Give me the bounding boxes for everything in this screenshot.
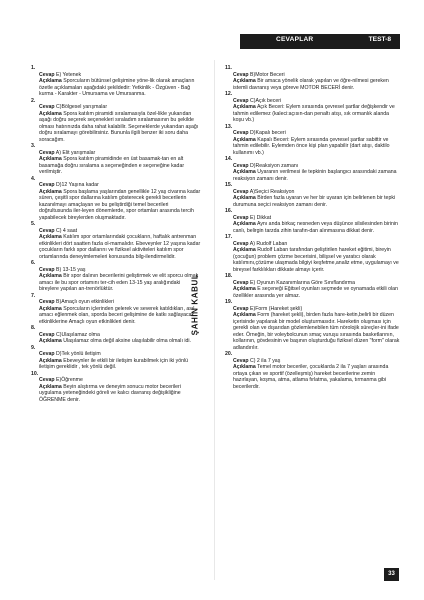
- answer-text: Cevap E) Dikkat: [233, 214, 272, 221]
- question-number: 1.: [31, 65, 36, 71]
- explanation-prefix: Açıklama: [233, 104, 256, 110]
- answer-item: [31, 98, 201, 144]
- answer-prefix: Cevap: [233, 71, 249, 78]
- answer-item: [225, 124, 401, 157]
- answer-text: Cevap C) 4 saat: [39, 227, 78, 234]
- answer-text: Cevap C) 2 ila 7 yaş: [233, 357, 281, 364]
- answer-text: Cevap D)Tek yönlü iletişim: [39, 351, 101, 357]
- author-brand-text: ŞAHİN KABUL: [190, 273, 200, 336]
- question-number: 11.: [225, 65, 232, 71]
- answer-prefix: Cevap: [233, 162, 249, 169]
- explanation-prefix: Açıklama: [39, 188, 62, 195]
- explanation-prefix: Açıklama: [39, 357, 62, 364]
- question-number: 14.: [225, 156, 233, 162]
- answer-text: Cevap C)Ulaşılamaz olma: [39, 331, 100, 338]
- answer-item: [31, 293, 201, 326]
- explanation-prefix: Açıklama: [39, 234, 62, 240]
- answer-item: [31, 345, 201, 371]
- header-test-label: TEST-8: [368, 36, 391, 43]
- explanation-prefix: Açıklama: [39, 156, 62, 162]
- answer-prefix: Cevap: [233, 279, 249, 286]
- explanation-text: Açıklama Birden fazla uyaran ve her bir uyaran için belirlenen bir tepki durumuna seçici reaksiyon zamanı denir.: [233, 195, 396, 208]
- answer-item: [225, 182, 401, 208]
- explanation-text: Açıklama Beyin alıştırma ve deneyim sonucu motor becerileri uygulama yeteneğindeki göreli ve kalıcı davranış değişikliğine ÖĞRENME denir.: [39, 383, 181, 403]
- answer-item: [225, 156, 401, 182]
- question-number: 15.: [225, 182, 233, 188]
- answer-item: [31, 325, 201, 345]
- explanation-prefix: Açıklama: [39, 110, 62, 117]
- question-number: 18.: [225, 273, 233, 279]
- answer-item: [225, 351, 401, 390]
- answer-prefix: Cevap: [233, 214, 249, 221]
- question-number: 19.: [225, 299, 233, 305]
- answer-text: Cevap B) 13-15 yaş: [39, 266, 86, 273]
- answer-prefix: Cevap: [39, 266, 55, 273]
- answer-prefix: Cevap: [39, 299, 55, 305]
- explanation-text: Açıklama Spora başlama yaşlarından genellikle 12 yaş civarına kadar süren, çeşitli spor dallarına katılım gösterecek gerekli becerilerin kazanılmayı amaçlayan ve bu geliştirdiği temel becerileri doğrultusunda iler-leyen dönemlerde, spor ortamları arasında tercih yapabilecek bireylerden oluşmaktadır.: [39, 188, 201, 221]
- answer-prefix: Cevap: [233, 357, 249, 364]
- answer-item: [225, 65, 401, 91]
- answer-text: Cevap D)Reaksiyon zamanı: [233, 162, 299, 169]
- question-number: 3.: [31, 143, 36, 149]
- answer-text: Cevap B)Motor Beceri: [233, 71, 285, 78]
- question-number: 8.: [31, 325, 36, 331]
- question-number: 10.: [31, 370, 39, 377]
- explanation-prefix: Açıklama: [233, 247, 256, 253]
- answer-prefix: Cevap: [39, 351, 55, 357]
- question-number: 12.: [225, 91, 233, 97]
- answer-prefix: Cevap: [233, 97, 249, 104]
- explanation-text: Açıklama Ulaşılamaz olma değil aksine ulaşılabilir olma olmalı idi.: [39, 338, 191, 344]
- answer-text: Cevap E)Form (Hareket şekli): [233, 305, 303, 312]
- answer-item: [225, 91, 401, 124]
- answer-prefix: Cevap: [39, 104, 55, 110]
- header-title: CEVAPLAR: [276, 36, 314, 43]
- question-number: 6.: [31, 260, 36, 266]
- answer-prefix: Cevap: [39, 182, 55, 188]
- explanation-text: Açıklama Ebeveynler ile etkili bir iletişim kurabilmek için iki yönlü iletişim gereklidir , tek yönlü değil.: [39, 357, 189, 370]
- answer-text: Cevap D)Kapalı beceri: [233, 130, 286, 136]
- explanation-prefix: Açıklama: [39, 383, 62, 390]
- question-number: 7.: [31, 292, 36, 299]
- answer-text: Cevap A) Elit yarışmalar: [39, 149, 96, 156]
- answer-text: Cevap C)Açık beceri: [233, 97, 282, 104]
- answer-prefix: Cevap: [39, 71, 55, 78]
- answer-prefix: Cevap: [233, 305, 249, 312]
- explanation-prefix: Açıklama: [233, 136, 256, 143]
- answer-text: Cevap A) Rudolf Laban: [233, 240, 288, 247]
- question-number: 16.: [225, 208, 233, 214]
- question-number: 20.: [225, 351, 233, 357]
- explanation-prefix: Açıklama: [233, 364, 256, 370]
- answer-prefix: Cevap: [39, 227, 55, 234]
- answer-prefix: Cevap: [233, 188, 249, 195]
- explanation-prefix: Açıklama: [233, 286, 256, 292]
- explanation-text: Açıklama Rudolf Laban tarafından geliştirilen hareket eğitimi, bireyin (çocuğun) problem çözme becerisini, bilişsel ve yaratıcı olarak katılımını,çözüme ulaşmada bilgiyi keşfetme,analiz etme, uygulamayı ve bireysel farklılıkları dikkate almayı içerir.: [233, 247, 399, 273]
- author-brand: [190, 260, 220, 360]
- explanation-prefix: Açıklama: [233, 78, 256, 84]
- explanation-prefix: Açıklama: [39, 305, 62, 312]
- answer-item: [31, 221, 201, 260]
- answer-item: [225, 299, 401, 351]
- explanation-prefix: Açıklama: [233, 312, 256, 318]
- answer-item: [225, 273, 401, 299]
- answer-prefix: Cevap: [39, 149, 55, 156]
- explanation-text: Açıklama E seçeneği Eğitsel oyunları seçmede ve oynamada etkili olan özellikler arasında yer almaz.: [233, 286, 398, 299]
- answer-text: Cevap E) Yetenek: [39, 71, 82, 78]
- answer-text: Cevap A)Seçici Reaksiyon: [233, 188, 295, 195]
- answer-item: [225, 234, 401, 273]
- answer-text: Cevap B)Amaçlı oyun etkinlikleri: [39, 299, 114, 305]
- right-column: [225, 65, 401, 390]
- left-column: [31, 65, 201, 403]
- question-number: 5.: [31, 221, 36, 227]
- answer-prefix: Cevap: [233, 130, 249, 136]
- answer-item: [31, 176, 201, 222]
- answer-key-header: [240, 34, 400, 49]
- explanation-text: Açıklama Form (hareket şekli), birden fazla hare-ketin,belirli bir düzen içerisinde yapılarak bir model oluşturmasıdır. Hareketin oluşması için gerekli olan ve dışarıdan gözlemlenebilen tüm nörolojik süreçler-ini ifade eder. Örneğin, bir voleybolcunun smaç vuruşu sırasında basketlarının, kollarının, gövdesinin ve başının oluşturduğu fiziksel düzen "form" olarak adlandırılır.: [233, 312, 400, 351]
- explanation-text: Açıklama Bir amaca yönelik olarak yapılan ve öğre-nilmesi gereken istemli davranış veya göreve MOTOR BECERİ denir.: [233, 78, 389, 91]
- page-number: 33: [384, 568, 399, 581]
- explanation-text: Açıklama Sporcuların bütünsel gelişimine yöne-lik olarak amaçların özetle açıklamaları aşağıdaki şekildedir: Yetkinlik - Özgüven - Bağ kurma - Karakter - Umursama ve Umursanma.: [39, 78, 195, 97]
- answer-item: [31, 260, 201, 293]
- answer-item: [31, 371, 201, 404]
- explanation-text: Açıklama Sporcuların içlerinden gelerek ve severek katıldıkları, asıl amacı eğlenmek olan, sporda beceri gelişimine de katkı sağlayacak etkinliklerine Amaçlı oyun etkinlikleri denir.: [39, 305, 195, 325]
- explanation-text: Açıklama Temel motor beceriler, çocuklarda 2 ila 7 yaşları arasında ortaya çıkan ve sportif (özelleşmiş) hareket becerilerine zemin hazırlayan, koşma, atma, atlama fırlatma, yakalama, tırmanma gibi becerilerdir.: [233, 364, 389, 390]
- explanation-prefix: Açıklama: [233, 169, 256, 175]
- question-number: 17.: [225, 234, 233, 240]
- question-number: 13.: [225, 123, 233, 130]
- explanation-text: Açıklama Açık Beceri: Eylem sırasında çevresel şartlar değişkendir ve tahmin edilemez (kaleci:açısın-dan penaltı atışı, sık ormanlık alanda koşu vb.): [233, 104, 395, 123]
- explanation-prefix: Açıklama: [233, 195, 256, 201]
- question-number: 2.: [31, 97, 36, 104]
- answer-item: [31, 65, 201, 98]
- explanation-text: Açıklama Katılım spor ortamlarındaki çocukların, haftalık antrenman etkinlikleri dört saatten fazla ol-mamalıdır. Ebeveynler 12 yaşına kadar çocukların farklı spor dallarını ve fiziksel aktiviteleri katılım spor ortamlarında deneyimlemeleri konusunda bilg-ilendirmelidir.: [39, 234, 201, 260]
- explanation-text: Açıklama Kapalı Beceri: Eylem sırasında çevresel şartlar sabittir ve tahmin edilebilir. Eylemden önce kişi plan yapabilir (dart atışı, daktilo kullanımı vb.): [233, 136, 390, 156]
- explanation-prefix: Açıklama: [39, 338, 62, 344]
- explanation-text: Açıklama Spora katılım piramidi sıralamasıyla özel-likle yukarıdan aşağı doğru seçerek seçenekleri sıraladım sıralamasının bu şekilde olması hatırınızda daha rahat kalabilir. Seçeneklerde yukarıdan aşağı doğru sıralamayı görebilirsiniz. Bununla ilgili benzer iki soru daha soracağım.: [39, 110, 199, 143]
- answer-item: [225, 208, 401, 234]
- answer-text: Cevap D)12 Yaşına kadar: [39, 182, 99, 188]
- answer-text: Cevap C)Bölgesel yarışmalar: [39, 104, 108, 110]
- answer-text: Cevap E) Oyunun Kazanımlarına Göre Sınıflandırma: [233, 279, 355, 286]
- explanation-text: Açıklama Aynı anda birkaç nesneden veya düşünce silsilesinden birinin canlı, belirgin tarzda zihin tarafın-dan alınmasına dikkat denir.: [233, 221, 398, 234]
- explanation-text: Açıklama Uyaranın verilmesi ile tepkinin başlangıcı arasındaki zamana reaksiyon zamanı denir.: [233, 169, 397, 182]
- answer-prefix: Cevap: [39, 377, 55, 383]
- answer-text: Cevap E)Öğrenme: [39, 377, 83, 383]
- explanation-prefix: Açıklama: [39, 78, 62, 84]
- question-number: 9.: [31, 344, 36, 351]
- explanation-prefix: Açıklama: [39, 273, 62, 279]
- explanation-prefix: Açıklama: [233, 221, 256, 227]
- answer-prefix: Cevap: [233, 240, 249, 247]
- answer-item: [31, 143, 201, 176]
- explanation-text: Açıklama Spora katılım piramidinde en üst basamak-tan en alt basamağa doğru sıralama a seçeneğinden e seçeneğine kadar verilmiştir.: [39, 156, 185, 175]
- explanation-text: Açıklama Bir spor dalının becerilerini geliştirmek ve elit sporcu olmak amacı ile bu spor ortamını ter-cih eden 13-15 yaş aralığındaki bireylere yapılan an-trenörlüktür.: [39, 273, 199, 292]
- answer-prefix: Cevap: [39, 331, 55, 338]
- question-number: 4.: [31, 175, 36, 182]
